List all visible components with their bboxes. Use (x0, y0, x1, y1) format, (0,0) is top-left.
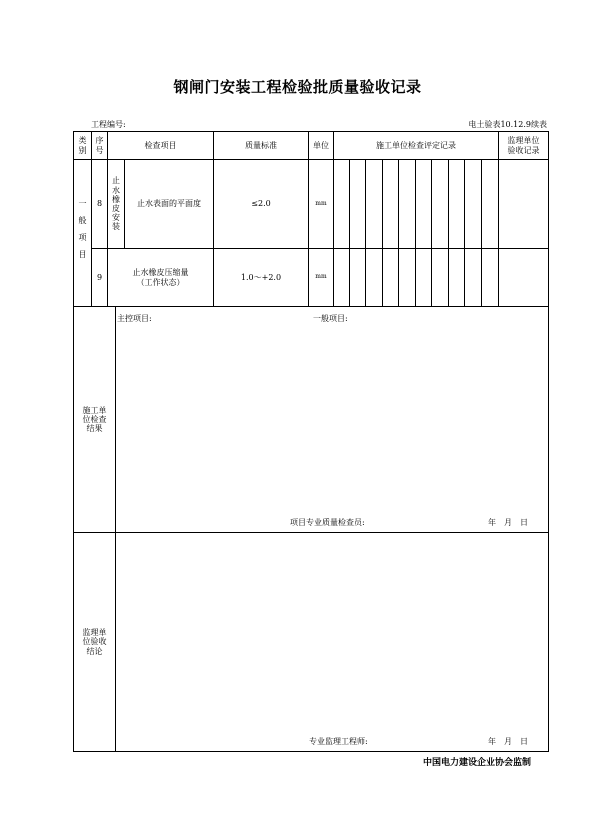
supervision-date: 年 月 日 (488, 737, 528, 746)
header-supervision-record (499, 132, 548, 159)
form-number: 电土验表10.12.9续表 (468, 120, 547, 129)
supervising-engineer-label: 专业监理工程师: (309, 737, 368, 746)
row-9-item: 止水橡皮压缩量 （工作状态） (132, 268, 189, 287)
project-number-label: 工程编号: (91, 120, 126, 129)
construction-date: 年 月 日 (488, 518, 528, 527)
category-general-label: 一般项目 (78, 199, 87, 259)
group-label-text: 止水橡皮安装 (112, 176, 120, 232)
row-8-item: 止水表面的平面度 (137, 199, 201, 209)
row-8-standard: ≤2.0 (251, 199, 271, 209)
row-9-standard: 1.0～+2.0 (240, 272, 282, 282)
row-9-seq: 9 (96, 272, 103, 282)
category-general (74, 190, 91, 270)
header-category-label: 类别 (78, 136, 87, 155)
header-unit: 单位 (313, 140, 329, 150)
row-8-unit: mm (315, 199, 327, 207)
row-9-unit: mm (315, 273, 327, 281)
page-title: 钢闸门安装工程检验批质量验收记录 (173, 78, 422, 96)
header-supervision-label: 监理单位验收记录 (507, 136, 540, 155)
construction-conclusion-text: 施工单位检查结果 (82, 405, 107, 434)
main-control-label: 主控项目: (117, 314, 152, 323)
construction-conclusion-label (74, 307, 115, 532)
header-standard: 质量标准 (245, 140, 277, 150)
group-label (108, 160, 124, 248)
header-item: 检查项目 (144, 140, 177, 150)
header-seq-label: 序号 (95, 136, 104, 155)
header-category (74, 132, 91, 159)
header-construction-record: 施工单位检查评定记录 (376, 140, 456, 150)
quality-inspector-label: 项目专业质量检查员: (290, 518, 365, 527)
supervision-conclusion-text: 监理单位验收结论 (82, 628, 107, 656)
footer-issuer: 中国电力建设企业协会监制 (422, 758, 531, 768)
supervision-conclusion-label (74, 533, 115, 751)
row-8-seq: 8 (96, 199, 103, 209)
header-seq (92, 132, 107, 159)
general-items-label: 一般项目: (313, 314, 348, 323)
